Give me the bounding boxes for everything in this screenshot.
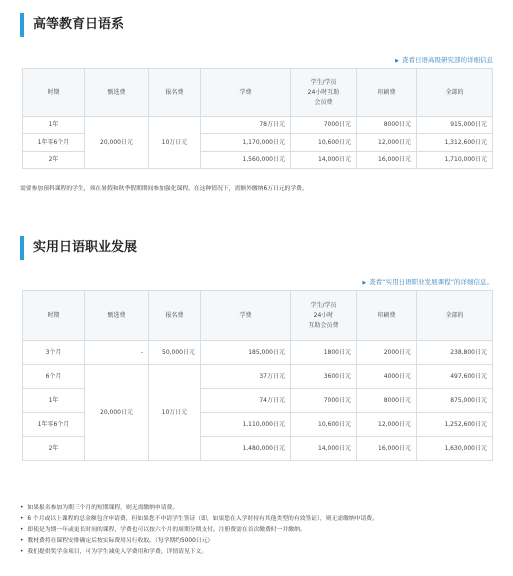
- table-row: [23, 117, 493, 134]
- cell-printing-fee: 2000日元: [357, 341, 417, 365]
- cell-period: 2年: [23, 437, 85, 461]
- table-row: [23, 341, 493, 365]
- cell-total: 497,600日元: [417, 365, 493, 389]
- cell-mutual-aid-fee: 1800日元: [291, 341, 357, 365]
- cell-printing-fee: 12,000日元: [357, 134, 417, 152]
- cell-total: 1,252,600日元: [417, 413, 493, 437]
- table-header-row: [23, 291, 493, 341]
- practical-japanese-details-link-label: 查看“实用日语职业发展课程”的详细信息。: [369, 278, 493, 286]
- cell-period: 2年: [23, 152, 85, 169]
- cell-printing-fee: 12,000日元: [357, 413, 417, 437]
- preparatory-course-note: 需要参加预科课程的学生，须在暑假和秋季假期期间参加强化课程。在这种情况下，需额外缴纳6万日元的学费。: [20, 186, 308, 192]
- cell-total: 915,000日元: [417, 117, 493, 134]
- table-header-row: [23, 69, 493, 117]
- cell-period: 1年零6个月: [23, 413, 85, 437]
- header-application-fee: 报名费: [149, 291, 201, 341]
- header-tuition: 学费: [201, 291, 291, 341]
- cell-period: 3个月: [23, 341, 85, 365]
- cell-period: 1年: [23, 389, 85, 413]
- cell-tuition: 1,480,000日元: [201, 437, 291, 461]
- chevron-right-icon: ▶: [395, 58, 399, 64]
- cell-period: 6个月: [23, 365, 85, 389]
- cell-mutual-aid-fee: 7000日元: [291, 117, 357, 134]
- table-row: [23, 365, 493, 389]
- practical-japanese-details-link[interactable]: [362, 277, 493, 286]
- cell-mutual-aid-fee: 14,000日元: [291, 152, 357, 169]
- cell-application-fee: 10万日元: [149, 117, 201, 169]
- header-tuition: 学费: [201, 69, 291, 117]
- header-total: 全部的: [417, 69, 493, 117]
- header-printing-fee: 印刷费: [357, 291, 417, 341]
- header-printing-fee: 印刷费: [357, 69, 417, 117]
- cell-total: 1,312,600日元: [417, 134, 493, 152]
- header-total: 全部的: [417, 291, 493, 341]
- cell-tuition: 37万日元: [201, 365, 291, 389]
- cell-screening-fee: 20,000日元: [85, 117, 149, 169]
- higher-education-details-link-label: 查看日语高级研究部的详细信息: [402, 56, 493, 64]
- cell-printing-fee: 16,000日元: [357, 437, 417, 461]
- list-item: • 6 个月或以上课程的总金额包含申请费，但如果您不申请学生签证（即，如果您在入学时持有其他类型的有效签证），则无需缴纳申请费。: [20, 514, 378, 525]
- cell-printing-fee: 4000日元: [357, 365, 417, 389]
- cell-application-fee: 50,000日元: [149, 341, 201, 365]
- cell-printing-fee: 8000日元: [357, 389, 417, 413]
- cell-tuition: 1,170,000日元: [201, 134, 291, 152]
- cell-printing-fee: 16,000日元: [357, 152, 417, 169]
- header-mutual-aid-fee: [291, 69, 357, 117]
- cell-total: 1,630,000日元: [417, 437, 493, 461]
- cell-tuition: 78万日元: [201, 117, 291, 134]
- cell-printing-fee: 8000日元: [357, 117, 417, 134]
- cell-tuition: 74万日元: [201, 389, 291, 413]
- cell-mutual-aid-fee: 10,600日元: [291, 413, 357, 437]
- list-item: • 如果报名参加为期三个月的短期课程，则无需缴纳申请费。: [20, 503, 378, 514]
- header-mutual-line-3: 会员费: [314, 98, 333, 106]
- cell-mutual-aid-fee: 10,600日元: [291, 134, 357, 152]
- section-title-higher-education: 高等教育日语系: [20, 13, 124, 37]
- cell-mutual-aid-fee: 3600日元: [291, 365, 357, 389]
- list-item: • 即使是为期一年或更长时间的课程，学费也可以按六个月的周期分期支付。注册费需在首次缴费时一并缴纳。: [20, 525, 378, 536]
- practical-japanese-fee-table: [22, 290, 493, 461]
- cell-mutual-aid-fee: 7000日元: [291, 389, 357, 413]
- cell-period: 1年零6个月: [23, 134, 85, 152]
- header-mutual-line-2: 24小时: [313, 311, 334, 319]
- section-title-practical-japanese: 实用日语职业发展: [20, 236, 137, 260]
- cell-period: 1年: [23, 117, 85, 134]
- header-period: 时期: [23, 291, 85, 341]
- list-item: • 教材费将在课程安排确定后按实际费用另行收取。（每学期约5000日元）: [20, 536, 378, 547]
- higher-education-fee-table: [22, 68, 493, 169]
- cell-mutual-aid-fee: 14,000日元: [291, 437, 357, 461]
- higher-education-details-link[interactable]: [395, 55, 493, 64]
- header-screening-fee: 甄选费: [85, 69, 149, 117]
- cell-tuition: 1,110,000日元: [201, 413, 291, 437]
- cell-tuition: 185,000日元: [201, 341, 291, 365]
- header-period: 时期: [23, 69, 85, 117]
- header-application-fee: 报名费: [149, 69, 201, 117]
- chevron-right-icon: ▶: [362, 280, 367, 286]
- header-mutual-line-1: 学生/学员: [310, 78, 337, 86]
- header-mutual-aid-fee: [291, 291, 357, 341]
- cell-screening-fee: -: [85, 341, 149, 365]
- header-mutual-line-3: 互助会员费: [308, 321, 339, 329]
- header-mutual-line-2: 24小时互助: [307, 88, 340, 96]
- header-screening-fee: 甄选费: [85, 291, 149, 341]
- cell-total: 238,800日元: [417, 341, 493, 365]
- cell-total: 875,000日元: [417, 389, 493, 413]
- list-item: • 我们提供奖学金项目，可为学生减免入学费用和学费。详情请见下文。: [20, 547, 378, 558]
- fee-notes-list: [20, 503, 378, 558]
- cell-application-fee: 10万日元: [149, 365, 201, 461]
- cell-screening-fee: 20,000日元: [85, 365, 149, 461]
- header-mutual-line-1: 学生/学员: [310, 301, 337, 309]
- cell-total: 1,710,000日元: [417, 152, 493, 169]
- cell-tuition: 1,560,000日元: [201, 152, 291, 169]
